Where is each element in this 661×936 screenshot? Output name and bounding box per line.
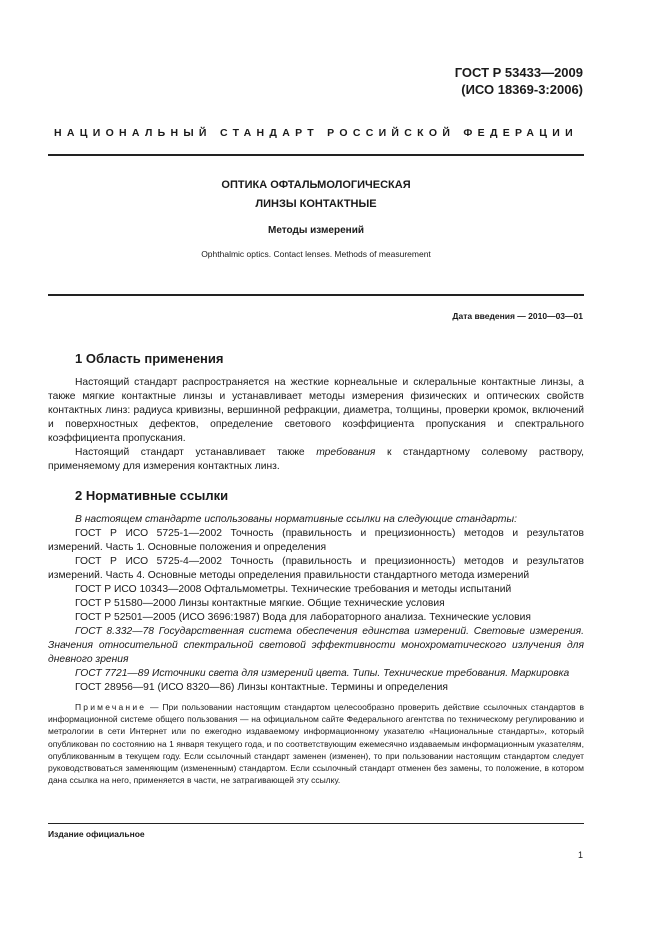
- title-subtitle: Методы измерений: [267, 225, 364, 236]
- reference-item: ГОСТ Р ИСО 5725-1—2002 Точность (правильность и прецизионность) методов и результатов измерений. Часть 1. Основные положения и определения: [48, 528, 584, 553]
- document-body: [48, 343, 584, 786]
- paragraph-text: Настоящий стандарт устанавливает также: [75, 447, 317, 458]
- note-text: — При пользовании настоящим стандартом целесообразно проверить действие ссылочных стандартов в информационной системе общего пользования — на официальном сайте Федерального агентства по техническому регулированию и метрологии в сети Интернет или по ежегодно издаваемому информационному указателю «Национальные стандарты», который опубликован по состоянию на 1 января текущего года, и по соответствующим ежемесячно издаваемым информационным указателям, опубликованным в текущем году. Если ссылочный стандарт заменен (изменен), то при пользовании настоящим стандартом следует руководствоваться заменяющим (измененным) стандартом. Если ссылочный стандарт отменен без замены, то положение, в котором дана ссылка на него, применяется в части, не затрагивающей эту ссылку.: [48, 702, 584, 786]
- reference-item: ГОСТ Р 51580—2000 Линзы контактные мягкие. Общие технические условия: [75, 598, 445, 609]
- standard-designation: [455, 64, 583, 98]
- section-2-intro: В настоящем стандарте использованы нормативные ссылки на следующие стандарты:: [75, 514, 517, 525]
- title-english: Ophthalmic optics. Contact lenses. Methods of measurement: [201, 249, 431, 259]
- title-line-1: ОПТИКА ОФТАЛЬМОЛОГИЧЕСКАЯ: [221, 179, 411, 191]
- edition-label: Издание официальное: [48, 829, 145, 839]
- note-label: Примечание: [75, 702, 147, 712]
- paragraph-italic-term: требования: [316, 447, 376, 458]
- reference-item: ГОСТ Р ИСО 5725-4—2002 Точность (правильность и прецизионность) методов и результатов измерений. Часть 4. Основные методы определения правильности стандартного метода измерений: [48, 556, 584, 581]
- section-1-heading: 1 Область применения: [75, 351, 224, 366]
- effective-date: Дата введения — 2010—03—01: [452, 311, 583, 321]
- note-paragraph: [48, 701, 584, 786]
- reference-item: ГОСТ Р 52501—2005 (ИСО 3696:1987) Вода для лабораторного анализа. Технические условия: [75, 612, 531, 623]
- title-line-2: ЛИНЗЫ КОНТАКТНЫЕ: [255, 198, 377, 210]
- section-1-paragraph-1: Настоящий стандарт распространяется на жесткие корнеальные и склеральные контактные линзы, а также мягкие контактные линзы и устанавливает методы измерения физических и оптических свойств контактных линз: радиуса кривизны, вершинной рефракции, диаметра, толщины, проверки кромок, включений и поверхностных дефектов, определение светового коэффициента пропускания и спектрального коэффициента пропускания.: [48, 377, 584, 444]
- title-block: [48, 176, 584, 259]
- section-2-heading: 2 Нормативные ссылки: [75, 488, 229, 503]
- footer-rule: [48, 823, 584, 824]
- reference-item-italic: ГОСТ 7721—89 Источники света для измерений цвета. Типы. Технические требования. Маркировка: [75, 668, 570, 679]
- paragraph-text: к стандартному солевому раствору, применяемому для измерения контактных линз.: [48, 447, 585, 472]
- title-rule: [48, 294, 584, 296]
- national-standard-heading: НАЦИОНАЛЬНЫЙ СТАНДАРТ РОССИЙСКОЙ ФЕДЕРАЦИИ: [54, 127, 578, 139]
- reference-item: ГОСТ 28956—91 (ИСО 8320—86) Линзы контактные. Термины и определения: [75, 682, 448, 693]
- top-rule: [48, 154, 584, 156]
- page-number: 1: [577, 850, 583, 860]
- iso-number: (ИСО 18369-3:2006): [461, 82, 583, 97]
- section-1-paragraph-2: [48, 446, 584, 474]
- standard-number: ГОСТ Р 53433—2009: [454, 65, 583, 80]
- reference-item: ГОСТ Р ИСО 10343—2008 Офтальмометры. Технические требования и методы испытаний: [75, 584, 512, 595]
- reference-item-italic: ГОСТ 8.332—78 Государственная система обеспечения единства измерений. Световые измерения. Значения относительной спектральной световой эффективности монохроматического излучения для дневного зрения: [48, 626, 584, 665]
